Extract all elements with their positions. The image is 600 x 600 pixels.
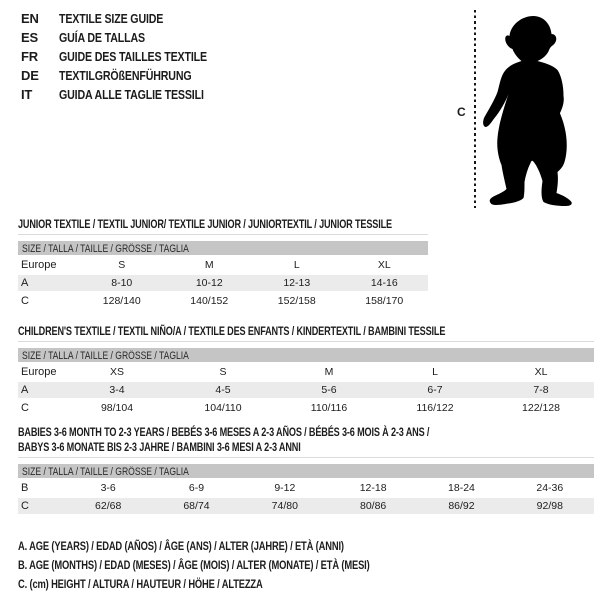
table-cell: L: [432, 366, 438, 378]
language-row-fr: [21, 47, 239, 66]
table-cell: 12-13: [283, 277, 311, 289]
table-cell: 62/68: [95, 500, 122, 512]
table-cell: M: [204, 259, 214, 271]
table-cell: 122/128: [522, 402, 560, 414]
language-label: GUÍA DE TALLAS: [59, 30, 145, 45]
table-title-line1: BABIES 3-6 MONTH TO 2-3 YEARS / BEBÉS 3-6 MESES A 2-3 AÑOS / BÉBÉS 3-6 MOIS À 2-3 ANS /: [18, 425, 430, 439]
table-cell: XL: [377, 259, 391, 271]
table-cell: 92/98: [536, 500, 563, 512]
row-label: A: [21, 277, 29, 289]
legend-line-b: B. AGE (MONTHS) / EDAD (MESES) / ÂGE (MOIS) / ALTER (MONATE) / ETÀ (MESI): [18, 558, 370, 572]
table-cell: 24-36: [536, 482, 564, 494]
table-top-rule: [18, 457, 594, 458]
language-code: IT: [21, 87, 33, 102]
table-cell: 5-6: [321, 384, 337, 396]
table-row-c: [18, 498, 594, 514]
table-top-rule: [18, 234, 428, 235]
table-cell: 110/116: [310, 402, 348, 414]
row-label: Europe: [21, 259, 57, 271]
table-row-a: [18, 382, 594, 398]
language-row-de: [21, 66, 239, 85]
table-cell: 116/122: [416, 402, 454, 414]
size-header-bar: [18, 464, 594, 478]
table-cell: 10-12: [195, 277, 223, 289]
language-code: EN: [21, 11, 39, 26]
size-header-label: SIZE / TALLA / TAILLE / GRÖSSE / TAGLIA: [22, 466, 189, 478]
legend-line-a: A. AGE (YEARS) / EDAD (AÑOS) / ÂGE (ANS) / ALTER (JAHRE) / ETÀ (ANNI): [18, 539, 344, 553]
table-cell: 14-16: [370, 277, 398, 289]
table-row-c: [18, 400, 594, 416]
table-top-rule: [18, 341, 594, 342]
language-code: DE: [21, 68, 39, 83]
table-cell: M: [324, 366, 334, 378]
table-cell: 158/170: [365, 295, 404, 307]
table-cell: 128/140: [102, 295, 141, 307]
legend-line-c: C. (cm) HEIGHT / ALTURA / HAUTEUR / HÖHE / ALTEZZA: [18, 577, 263, 591]
table-cell: 4-5: [215, 384, 231, 396]
row-label: B: [21, 482, 29, 494]
height-measure-label: C: [457, 105, 466, 119]
language-row-it: [21, 85, 239, 104]
children-textile-table: [18, 324, 594, 416]
size-header-bar: [18, 348, 594, 362]
size-header-label: SIZE / TALLA / TAILLE / GRÖSSE / TAGLIA: [22, 243, 189, 255]
table-cell: XS: [109, 366, 124, 378]
table-row-europe: [18, 257, 428, 273]
height-measure-dotted-line: [474, 10, 476, 208]
table-row-europe: [18, 364, 594, 380]
size-header-label: SIZE / TALLA / TAILLE / GRÖSSE / TAGLIA: [22, 350, 189, 362]
babies-textile-table: [18, 425, 594, 514]
table-cell: 80/86: [360, 500, 387, 512]
language-list: [21, 9, 239, 104]
language-label: TEXTILGRÖßENFÜHRUNG: [59, 68, 192, 83]
table-cell: L: [293, 259, 300, 271]
table-row-a: [18, 275, 428, 291]
table-cell: 6-7: [427, 384, 443, 396]
table-cell: 7-8: [533, 384, 549, 396]
table-row-c: [18, 293, 428, 309]
language-label: GUIDA ALLE TAGLIE TESSILI: [59, 87, 204, 102]
table-cell: 9-12: [274, 482, 296, 494]
table-cell: 8-10: [111, 277, 133, 289]
row-label: Europe: [21, 366, 57, 378]
row-label: C: [21, 295, 29, 307]
table-title-line2: BABYS 3-6 MONATE BIS 2-3 JAHRE / BAMBINI 3-6 MESI A 2-3 ANNI: [18, 440, 301, 454]
table-cell: 140/152: [190, 295, 229, 307]
row-label: C: [21, 500, 29, 512]
baby-silhouette-icon: [481, 8, 587, 208]
language-label: GUIDE DES TAILLES TEXTILE: [59, 49, 207, 64]
table-cell: 86/92: [448, 500, 475, 512]
table-cell: 3-6: [100, 482, 116, 494]
row-label: C: [21, 402, 29, 414]
table-cell: XL: [534, 366, 548, 378]
table-title: CHILDREN'S TEXTILE / TEXTIL NIÑO/A / TEXTILE DES ENFANTS / KINDERTEXTIL / BAMBINI TESSILE: [18, 324, 446, 338]
table-cell: 98/104: [100, 402, 134, 414]
table-cell: 3-4: [109, 384, 125, 396]
table-cell: 6-9: [188, 482, 205, 494]
table-cell: 74/80: [271, 500, 298, 512]
table-cell: S: [118, 259, 126, 271]
table-cell: 18-24: [448, 482, 475, 494]
language-code: FR: [21, 49, 38, 64]
table-cell: S: [219, 366, 227, 378]
language-row-es: [21, 28, 239, 47]
table-cell: 104/110: [204, 402, 242, 414]
language-code: ES: [21, 30, 38, 45]
table-row-b: [18, 480, 594, 496]
table-title: JUNIOR TEXTILE / TEXTIL JUNIOR/ TEXTILE JUNIOR / JUNIORTEXTIL / JUNIOR TESSILE: [18, 217, 392, 231]
language-row-en: [21, 9, 239, 28]
size-header-bar: [18, 241, 428, 255]
junior-textile-table: [18, 217, 428, 309]
measure-legend: [18, 537, 469, 594]
table-cell: 68/74: [183, 500, 210, 512]
table-cell: 152/158: [277, 295, 316, 307]
language-label: TEXTILE SIZE GUIDE: [59, 11, 164, 26]
table-cell: 12-18: [359, 482, 387, 494]
row-label: A: [21, 384, 29, 396]
